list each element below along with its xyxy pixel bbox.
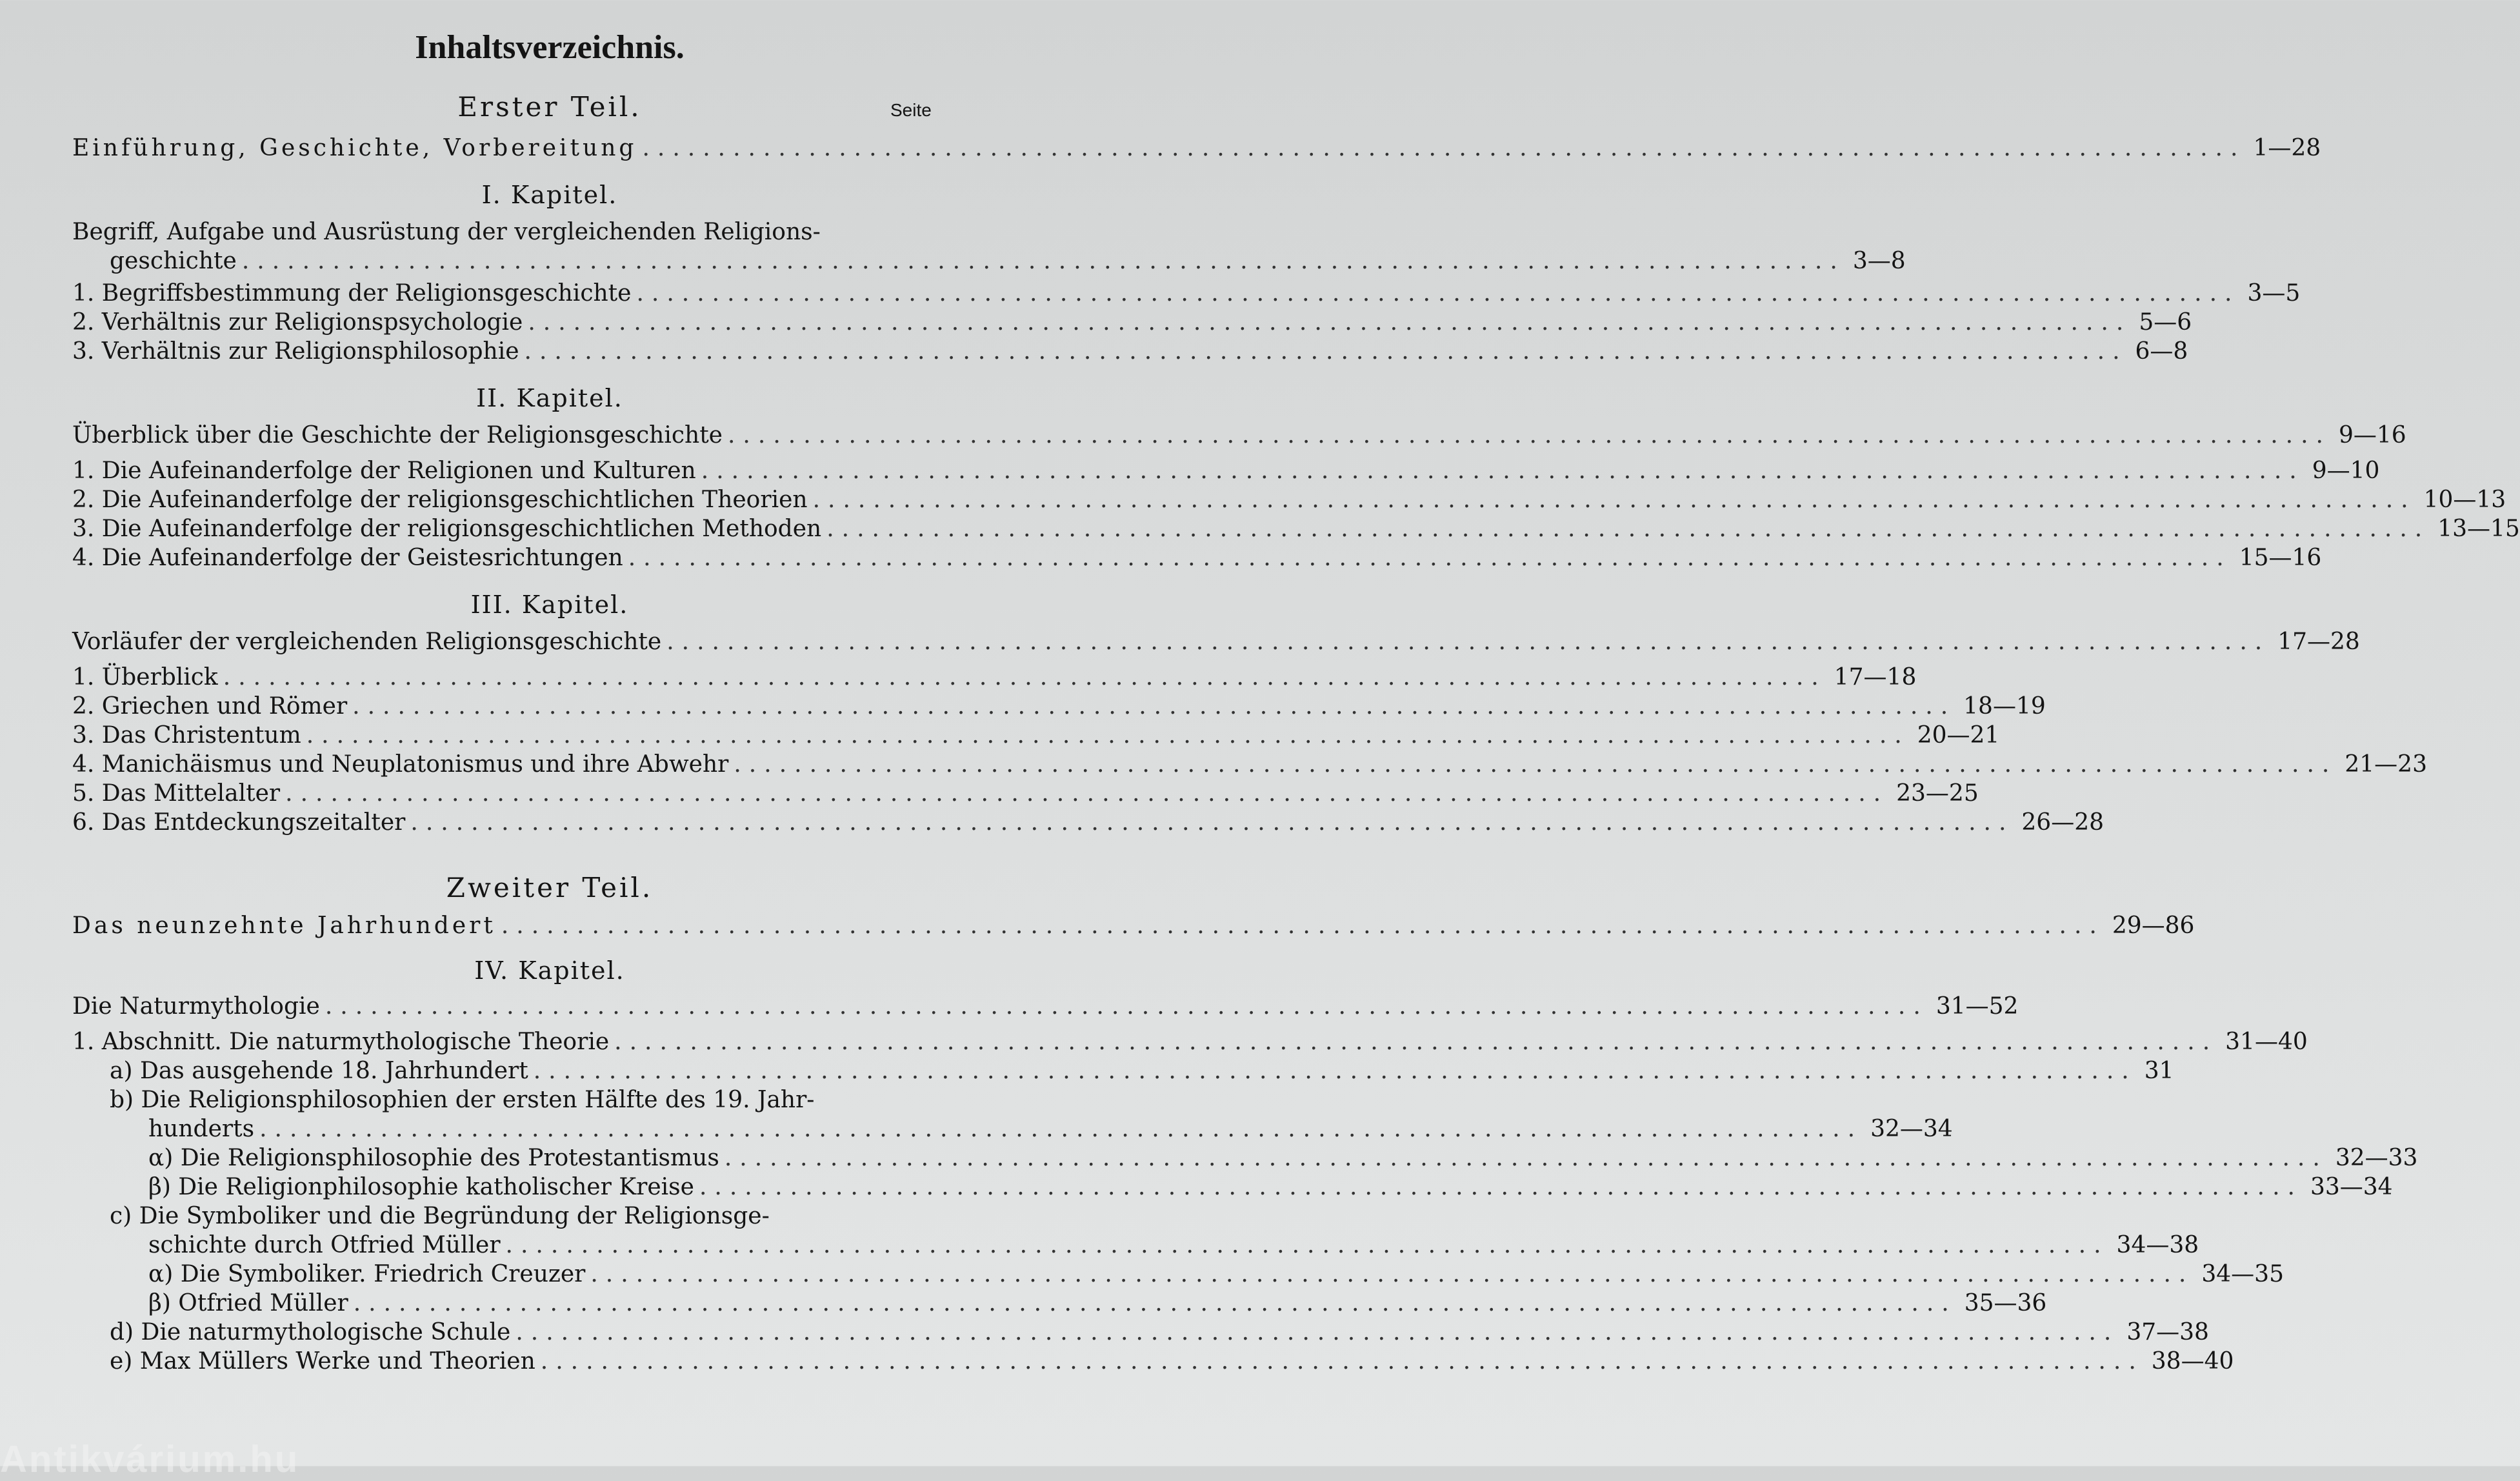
toc-entry: α) Die Religionsphilosophie des Protestantismus .......................................................................................................... 32—33 bbox=[148, 1145, 2418, 1171]
toc-entry: 1. Die Aufeinanderfolge der Religionen und Kulturen .......................................................................................................... 9—10 bbox=[72, 458, 2380, 484]
toc-entry: 6. Das Entdeckungszeitalter .......................................................................................................... 26—28 bbox=[72, 809, 2105, 836]
chapter-title: Überblick über die Geschichte der Religionsgeschichte bbox=[72, 422, 723, 448]
toc-entry: 4. Die Aufeinanderfolge der Geistesrichtungen .......................................................................................................... 15—16 bbox=[72, 545, 2322, 571]
toc-entry: 3. Verhältnis zur Religionsphilosophie .......................................................................................................... 6—8 bbox=[72, 338, 2188, 365]
chapter-heading: III. Kapitel. bbox=[470, 590, 629, 619]
toc-entry: 2. Verhältnis zur Religionspsychologie .......................................................................................................... 5—6 bbox=[72, 309, 2192, 336]
page-title: Inhaltsverzeichnis. bbox=[415, 29, 685, 66]
toc-entry: 2. Griechen und Römer .......................................................................................................... 18—19 bbox=[72, 693, 2046, 720]
toc-entry: geschichte .......................................................................................................... 3—8 bbox=[110, 248, 1906, 274]
toc-entry: Vorläufer der vergleichenden Religionsgeschichte .......................................................................................................... 17—28 bbox=[72, 629, 2360, 655]
toc-entry: hunderts .......................................................................................................... 32—34 bbox=[148, 1116, 1953, 1142]
toc-entry: β) Die Religionphilosophie katholischer Kreise .......................................................................................................... 33—34 bbox=[148, 1174, 2393, 1200]
toc-entry bbox=[72, 213, 982, 244]
toc-entry: 5. Das Mittelalter .......................................................................................................... 23—25 bbox=[72, 780, 1979, 807]
chapter-heading: I. Kapitel. bbox=[481, 181, 618, 209]
chapter-heading: II. Kapitel. bbox=[476, 384, 623, 412]
toc-entry: 1. Abschnitt. Die naturmythologische Theorie .......................................................................................................... 31—40 bbox=[72, 1029, 2308, 1055]
toc-entry: 1. Begriffsbestimmung der Religionsgeschichte .......................................................................................................... 3—5 bbox=[72, 280, 2301, 307]
toc-entry: 3. Die Aufeinanderfolge der religionsgeschichtlichen Methoden .......................................................................................................... 13—15 bbox=[72, 516, 2520, 542]
toc-entry: b) Die Religionsphilosophien der ersten Hälfte des 19. Jahr- bbox=[110, 1087, 815, 1113]
toc-entry: Einführung, Geschichte, Vorbereitung .......................................................................................................... 1—28 bbox=[72, 135, 2321, 161]
toc-entry: Überblick über die Geschichte der Religionsgeschichte .......................................................................................................... 9—16 bbox=[72, 422, 2406, 448]
chapter-title-cont: geschichte bbox=[110, 248, 237, 274]
page-range: 1—28 bbox=[2253, 135, 2321, 161]
toc-entry: Das neunzehnte Jahrhundert .......................................................................................................... 29—86 bbox=[72, 912, 2195, 939]
part-two-heading: Zweiter Teil. bbox=[446, 872, 654, 903]
toc-entry: β) Otfried Müller .......................................................................................................... 35—36 bbox=[148, 1290, 2047, 1316]
part-one-heading: Erster Teil. bbox=[457, 91, 642, 123]
toc-entry: 4. Manichäismus und Neuplatonismus und ihre Abwehr .......................................................................................................... 21—23 bbox=[72, 751, 2427, 778]
toc-entry: d) Die naturmythologische Schule .......................................................................................................... 37—38 bbox=[110, 1319, 2209, 1345]
toc-entry: 3. Das Christentum .......................................................................................................... 20—21 bbox=[72, 722, 2000, 749]
part-one-title: Einführung, Geschichte, Vorbereitung bbox=[72, 135, 637, 161]
toc-entry: 2. Die Aufeinanderfolge der religionsgeschichtlichen Theorien .......................................................................................................... 10—13 bbox=[72, 487, 2506, 513]
toc-entry: schichte durch Otfried Müller .......................................................................................................... 34—38 bbox=[148, 1232, 2199, 1258]
toc-entry: a) Das ausgehende 18. Jahrhundert .......................................................................................................... 31 bbox=[110, 1058, 2174, 1084]
chapter-title: Vorläufer der vergleichenden Religionsgeschichte bbox=[72, 629, 662, 655]
toc-entry: e) Max Müllers Werke und Theorien .......................................................................................................... 38—40 bbox=[110, 1348, 2234, 1375]
toc-entry: Die Naturmythologie .......................................................................................................... 31—52 bbox=[72, 993, 2019, 1020]
part-two-title: Das neunzehnte Jahrhundert bbox=[72, 912, 496, 939]
watermark: Antikvárium.hu bbox=[0, 1438, 300, 1480]
toc-entry: c) Die Symboliker und die Begründung der Religionsge- bbox=[110, 1203, 770, 1229]
toc-entry: 1. Überblick .......................................................................................................... 17—18 bbox=[72, 664, 1917, 690]
page-range: 3—8 bbox=[1852, 248, 1906, 274]
toc-entry: α) Die Symboliker. Friedrich Creuzer .......................................................................................................... 34—35 bbox=[148, 1261, 2284, 1287]
chapter-heading: IV. Kapitel. bbox=[474, 956, 625, 985]
seite-label: Seite bbox=[890, 100, 932, 120]
chapter-title: Begriff, Aufgabe und Ausrüstung der vergleichenden Religions- bbox=[72, 219, 821, 245]
chapter-title: Die Naturmythologie bbox=[72, 993, 320, 1020]
